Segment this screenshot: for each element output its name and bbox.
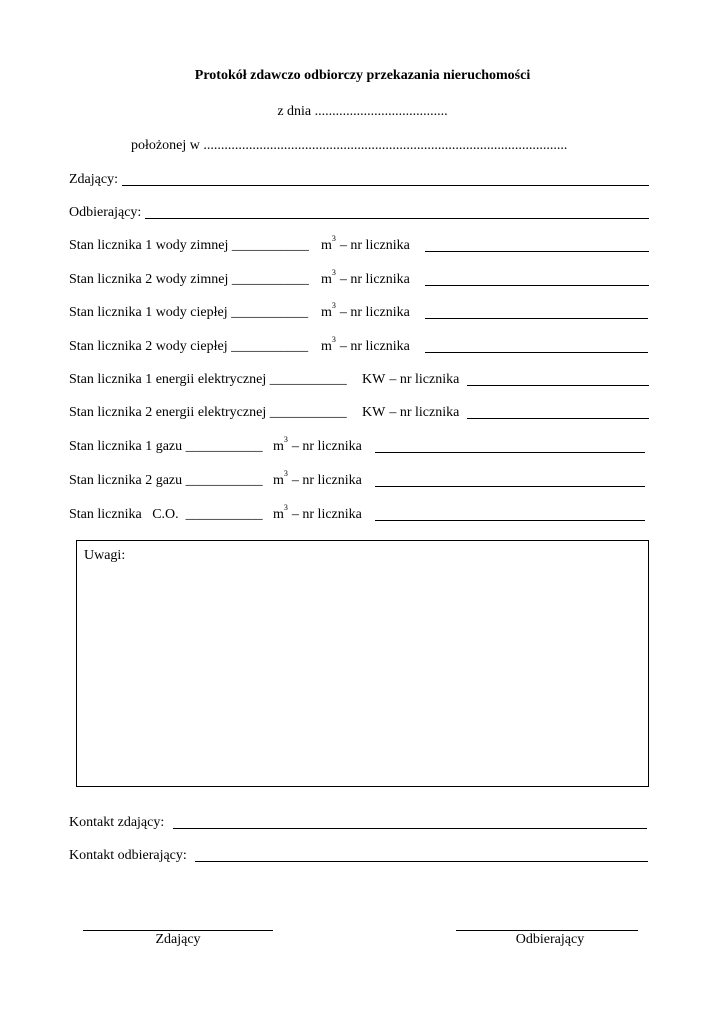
meter-unit	[362, 372, 459, 388]
meter-unit	[273, 503, 362, 523]
meter-number-label: – nr licznika	[291, 439, 362, 454]
unit-exponent: 3	[331, 335, 336, 345]
meter-number-field[interactable]	[425, 251, 649, 252]
meter-number-field[interactable]	[425, 352, 648, 353]
meter-number-label: – nr licznika	[339, 305, 410, 320]
unit-text: m	[321, 272, 332, 287]
contact-odbierajacy-label: Kontakt odbierający:	[69, 848, 187, 863]
unit-exponent: 3	[331, 268, 336, 278]
meter-number-field[interactable]	[425, 318, 648, 319]
odbierajacy-label: Odbierający:	[69, 205, 142, 220]
unit-text: m	[273, 507, 284, 522]
unit-exponent: 3	[331, 234, 336, 244]
unit-text: m	[273, 439, 284, 454]
meter-label: Stan licznika 2 wody zimnej ___________	[69, 272, 309, 287]
meter-number-label: – nr licznika	[339, 272, 410, 287]
meter-number-label: – nr licznika	[339, 339, 410, 354]
meter-unit	[273, 469, 362, 489]
unit-exponent: 3	[331, 301, 336, 311]
unit-text: m	[321, 339, 332, 354]
notes-box[interactable]	[76, 540, 649, 787]
unit-text: KW	[362, 372, 386, 387]
meter-number-field[interactable]	[375, 486, 645, 487]
signature-label-odbierajacy: Odbierający	[515, 932, 585, 947]
meter-unit	[321, 301, 410, 321]
meter-label: Stan licznika 1 gazu ___________	[69, 439, 263, 454]
odbierajacy-field[interactable]	[145, 218, 649, 219]
unit-text: m	[321, 305, 332, 320]
meter-number-field[interactable]	[375, 452, 645, 453]
date-line: z dnia ......................................	[277, 104, 448, 119]
meter-unit	[321, 335, 410, 355]
meter-label: Stan licznika 2 wody ciepłej ___________	[69, 339, 309, 354]
meter-label: Stan licznika 1 wody ciepłej ___________	[69, 305, 309, 320]
unit-exponent: 3	[283, 469, 288, 479]
meter-unit	[362, 405, 459, 421]
meter-unit	[321, 234, 410, 254]
meter-number-field[interactable]	[467, 418, 649, 419]
contact-zdajacy-field[interactable]	[173, 828, 647, 829]
signature-line-odbierajacy[interactable]	[456, 930, 638, 931]
unit-exponent: 3	[283, 435, 288, 445]
meter-number-label: – nr licznika	[291, 507, 362, 522]
meter-number-label: – nr licznika	[291, 473, 362, 488]
contact-zdajacy-label: Kontakt zdający:	[69, 815, 165, 830]
meter-label: Stan licznika C.O. ___________	[69, 507, 263, 522]
meter-label: Stan licznika 1 energii elektrycznej ___________	[69, 372, 347, 387]
meter-label: Stan licznika 2 energii elektrycznej ___________	[69, 405, 347, 420]
meter-number-label: – nr licznika	[389, 372, 460, 387]
location-line: położonej w ........................................................................................................	[131, 138, 568, 153]
meter-label: Stan licznika 1 wody zimnej ___________	[69, 238, 309, 253]
meter-number-field[interactable]	[467, 385, 649, 386]
document-title: Protokół zdawczo odbiorczy przekazania nieruchomości	[194, 68, 531, 83]
meter-number-field[interactable]	[375, 520, 645, 521]
unit-text: m	[321, 238, 332, 253]
zdajacy-label: Zdający:	[69, 172, 118, 187]
meter-unit	[321, 268, 410, 288]
contact-odbierajacy-field[interactable]	[195, 861, 648, 862]
signature-line-zdajacy[interactable]	[83, 930, 273, 931]
meter-unit	[273, 435, 362, 455]
meter-number-label: – nr licznika	[339, 238, 410, 253]
signature-label-zdajacy: Zdający	[155, 932, 201, 947]
unit-exponent: 3	[283, 503, 288, 513]
meter-label: Stan licznika 2 gazu ___________	[69, 473, 263, 488]
unit-text: m	[273, 473, 284, 488]
zdajacy-field[interactable]	[122, 185, 649, 186]
notes-label: Uwagi:	[84, 548, 126, 563]
unit-text: KW	[362, 405, 386, 420]
meter-number-field[interactable]	[425, 285, 649, 286]
meter-number-label: – nr licznika	[389, 405, 460, 420]
